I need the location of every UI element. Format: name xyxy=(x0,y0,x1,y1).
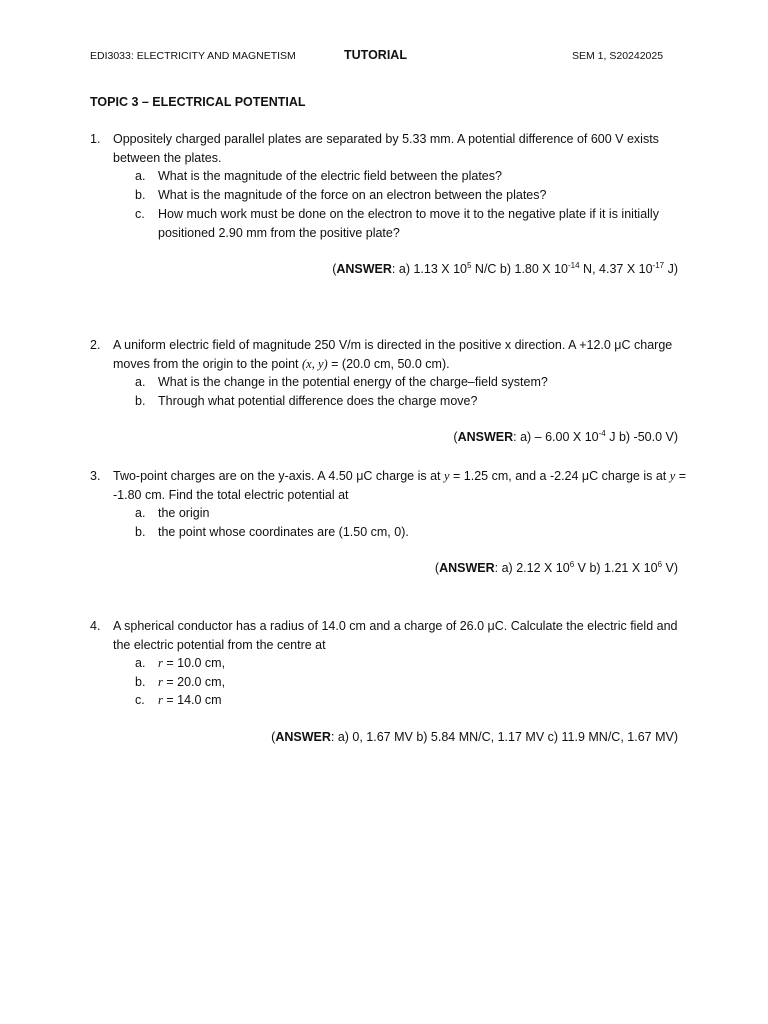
answer-label: ANSWER xyxy=(275,730,331,744)
stem-text: A uniform electric field of magnitude 250 V/m is directed in the positive x direction. A +12.0 μC charge moves from the origin to the point xyxy=(113,338,673,371)
math-variable: r xyxy=(158,674,163,689)
question-number: 3. xyxy=(90,469,101,483)
answer-label: ANSWER xyxy=(336,262,392,276)
question-number: 2. xyxy=(90,338,101,352)
answer-text: V) xyxy=(662,561,678,575)
question-stem xyxy=(113,467,690,504)
sub-letter: b. xyxy=(135,187,146,202)
question-number: 1. xyxy=(90,132,101,146)
document-title: TUTORIAL xyxy=(344,48,407,62)
answer-2: (ANSWER: a) – 6.00 X $10^{-4}$ J b) -50.0 V) xyxy=(453,429,678,444)
sub-question-a xyxy=(135,654,690,673)
question-stem xyxy=(113,336,690,373)
answer-text: N, 4.37 X 10 xyxy=(579,262,653,276)
question-4 xyxy=(90,617,690,710)
sub-letter: a. xyxy=(135,375,146,389)
sub-letter: c. xyxy=(135,693,145,707)
question-2 xyxy=(90,336,690,410)
exponent: 5 xyxy=(466,261,472,270)
sub-text: Through what potential difference does the charge move? xyxy=(158,393,478,408)
answer-text: : a) 1.13 X 10 xyxy=(391,262,467,276)
sub-value: = 20.0 cm, xyxy=(162,674,226,689)
sub-question-b xyxy=(135,186,690,205)
question-stem: A spherical conductor has a radius of 14.0 cm and a charge of 26.0 μC. Calculate the electric field and the electric potential from the centre at xyxy=(113,619,678,652)
math-variable: r xyxy=(158,656,163,670)
sub-letter: a. xyxy=(135,656,146,670)
sub-text: What is the magnitude of the force on an electron between the plates? xyxy=(158,187,547,202)
exponent: 6 xyxy=(569,560,575,569)
answer-text: V b) 1.21 X 10 xyxy=(574,561,658,575)
sub-text: the origin xyxy=(158,506,210,520)
answer-text: : a) – 6.00 X 10 xyxy=(513,430,599,444)
question-3 xyxy=(90,467,690,541)
question-1 xyxy=(90,130,690,242)
answer-text: : a) 2.12 X 10 xyxy=(494,561,570,575)
exponent: 6 xyxy=(657,560,663,569)
sub-value: = 14.0 cm xyxy=(162,693,222,707)
sub-question-c xyxy=(135,691,690,710)
stem-text: = (20.0 cm, 50.0 cm). xyxy=(327,356,450,371)
answer-text: : a) 0, 1.67 MV b) 5.84 MN/C, 1.17 MV c) 11.9 MN/C, 1.67 MV) xyxy=(330,730,678,744)
answer-text: N/C b) 1.80 X 10 xyxy=(471,262,569,276)
math-expression: (x, y) xyxy=(301,356,328,371)
sub-letter: b. xyxy=(135,674,146,689)
sub-letter: b. xyxy=(135,524,146,539)
answer-label: ANSWER xyxy=(439,561,495,575)
semester-label: SEM 1, S20242025 xyxy=(572,50,664,62)
answer-text: J) xyxy=(664,262,678,276)
sub-letter: c. xyxy=(135,207,145,221)
course-code: EDI3033: ELECTRICITY AND MAGNETISM xyxy=(90,50,296,62)
topic-heading: TOPIC 3 – ELECTRICAL POTENTIAL xyxy=(90,95,306,109)
sub-letter: b. xyxy=(135,393,146,408)
math-variable: y xyxy=(444,469,450,483)
exponent: -4 xyxy=(598,429,606,438)
answer-1: (ANSWER: a) 1.13 X $10^5$ N/C b) 1.80 X $10^{-14}$ N, 4.37 X $10^{-17}$ J) xyxy=(332,261,678,276)
exponent: -14 xyxy=(568,261,580,270)
sub-question-a xyxy=(135,167,690,186)
stem-text: = 1.25 cm, and a -2.24 μC charge is at xyxy=(449,469,670,483)
math-variable: r xyxy=(158,693,163,707)
math-variable: y xyxy=(669,469,676,483)
question-number: 4. xyxy=(90,619,101,633)
sub-letter: a. xyxy=(135,169,146,183)
sub-question-a xyxy=(135,504,690,523)
sub-text: the point whose coordinates are (1.50 cm, 0). xyxy=(158,524,409,539)
answer-3: (ANSWER: a) 2.12 X $10^6$ V b) 1.21 X $10^6$ V) xyxy=(434,560,678,575)
answer-text: J b) -50.0 V) xyxy=(605,430,678,444)
sub-value: = 10.0 cm, xyxy=(162,656,226,670)
sub-question-b xyxy=(135,673,690,692)
question-stem: Oppositely charged parallel plates are separated by 5.33 mm. A potential difference of 600 V exists between the plates. xyxy=(113,132,659,165)
sub-letter: a. xyxy=(135,506,146,520)
sub-text xyxy=(158,691,690,710)
sub-text xyxy=(158,654,690,673)
sub-question-b xyxy=(135,523,690,542)
sub-text: How much work must be done on the electron to move it to the negative plate if it is initially positioned 2.90 mm from the positive plate? xyxy=(158,207,659,240)
answer-4: (ANSWER: a) 0, 1.67 MV b) 5.84 MN/C, 1.17 MV c) 11.9 MN/C, 1.67 MV) xyxy=(271,730,678,744)
stem-text: Two-point charges are on the y-axis. A 4.50 μC charge is at xyxy=(113,469,444,483)
sub-text xyxy=(158,673,690,692)
exponent: -17 xyxy=(652,261,665,270)
stem-text: = -1.80 cm. Find the total electric potential at xyxy=(113,469,687,502)
answer-label: ANSWER xyxy=(457,430,514,444)
sub-question-b xyxy=(135,392,690,411)
sub-text: What is the change in the potential energy of the charge–field system? xyxy=(158,375,548,389)
sub-question-a xyxy=(135,373,690,392)
sub-text: What is the magnitude of the electric field between the plates? xyxy=(158,169,502,183)
sub-question-c xyxy=(135,205,690,242)
